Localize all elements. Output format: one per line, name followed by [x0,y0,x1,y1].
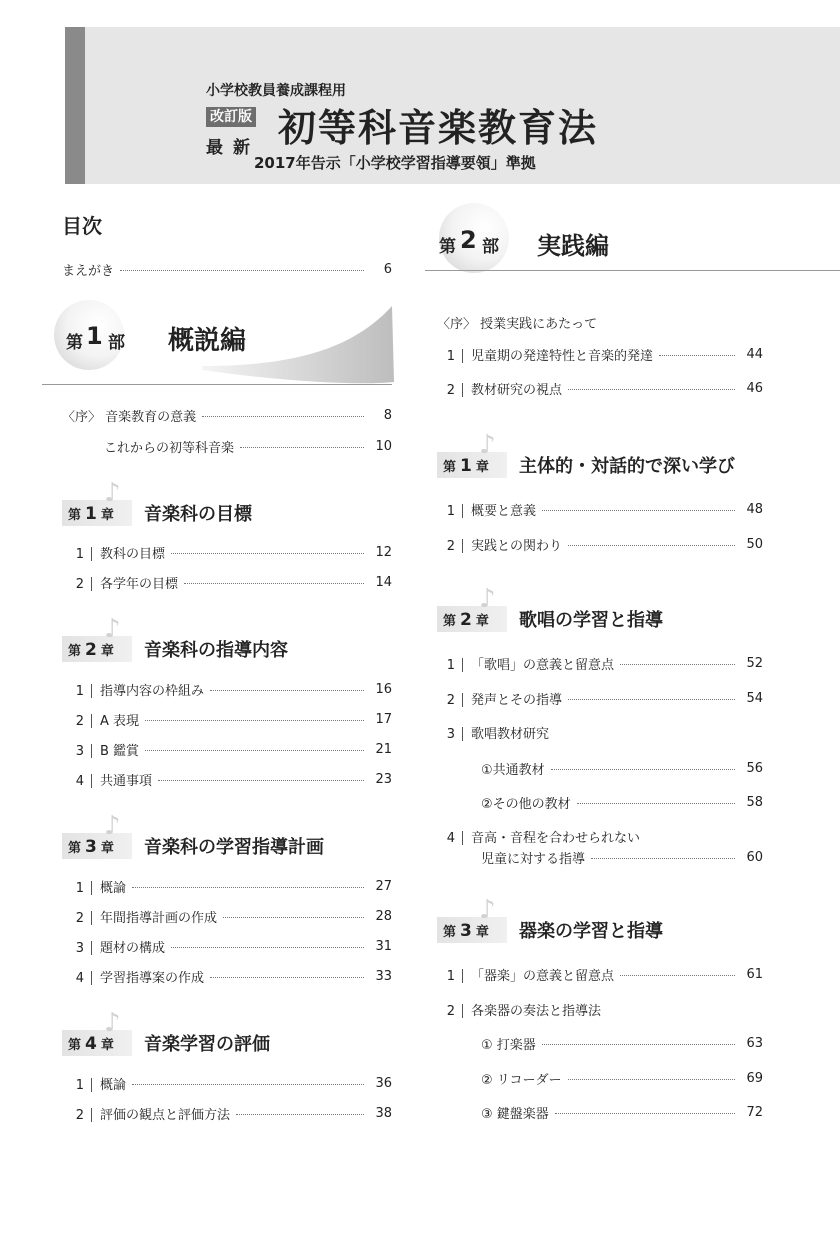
toc-entry[interactable] [437,344,763,364]
page-number: 72 [746,1104,763,1120]
toc-entry-label: 概論 [100,880,127,896]
toc-entry[interactable] [66,936,392,956]
toc-entry-label: 概要と意義 [471,503,537,519]
chapter-title: 音楽科の学習指導計画 [144,837,324,858]
leader-dots [223,917,364,918]
music-note-icon: ♪ [104,478,121,508]
toc-entry-preface[interactable] [62,259,392,279]
toc-entry-label: 学習指導案の作成 [100,970,205,986]
toc-entry-label: 概論 [100,1077,127,1093]
page-number: 60 [746,849,763,865]
toc-subentry[interactable] [481,1068,763,1088]
leader-dots [591,858,735,859]
toc-subentry[interactable] [481,1102,763,1122]
section-number: 1 [75,683,84,699]
chapter-heading [62,614,392,664]
leader-dots [568,1079,735,1080]
toc-entry-label: 教材研究の視点 [471,382,563,398]
page-number: 69 [746,1070,763,1086]
page-number: 8 [383,407,392,423]
toc-entry-label: ③ 鍵盤楽器 [481,1106,549,1122]
revised-edition-badge: 改訂版 [206,107,256,127]
part-prefix: 第 [439,237,456,257]
page-number: 28 [375,908,392,924]
divider [462,349,463,363]
divider [462,693,463,707]
divider [91,774,92,788]
chapter-label: 第 1 章 [68,504,114,524]
page-number: 36 [375,1075,392,1091]
divider [91,911,92,925]
page-number: 38 [375,1105,392,1121]
toc-entry-label: 「器楽」の意義と留意点 [471,968,615,984]
divider [462,727,463,741]
part-prefix: 第 [66,333,83,353]
section-number: 2 [75,910,84,926]
toc-entry-label: 共通事項 [100,773,153,789]
music-note-icon: ♪ [479,895,496,925]
part-2-heading [425,203,840,278]
leader-dots [202,416,364,417]
leader-dots [158,780,364,781]
divider [91,881,92,895]
page-number: 52 [746,655,763,671]
leader-dots [145,720,364,721]
page-number: 21 [375,741,392,757]
music-note-icon: ♪ [104,1008,121,1038]
toc-entry[interactable] [66,709,392,729]
section-number: 1 [75,546,84,562]
section-number: 2 [75,1107,84,1123]
leader-dots [132,887,364,888]
page-number: 56 [746,760,763,776]
intro-heading: 〈序〉 授業実践にあたって [437,317,598,332]
music-note-icon: ♪ [104,614,121,644]
toc-entry[interactable] [66,739,392,759]
divider [91,1078,92,1092]
toc-entry[interactable] [437,722,763,742]
section-number: 2 [446,1003,455,1019]
chapter-title: 音楽学習の評価 [144,1034,270,1055]
chapter-title: 主体的・対話的で深い学び [519,456,735,477]
music-note-icon: ♪ [479,584,496,614]
divider [462,1004,463,1018]
leader-dots [659,355,735,356]
toc-entry[interactable] [437,964,763,984]
chapter-heading [62,811,392,861]
leader-dots [542,510,735,511]
divider [462,383,463,397]
chapter-heading [62,1008,392,1058]
leader-dots [551,769,735,770]
section-number: 4 [75,773,84,789]
section-number: 1 [75,880,84,896]
toc-entry-label: B 鑑賞 [100,743,140,759]
leader-dots [210,690,364,691]
section-number: 2 [446,538,455,554]
part-number: 1 [86,322,103,350]
section-number: 3 [75,743,84,759]
page-number: 44 [746,346,763,362]
leader-dots [555,1113,735,1114]
page-number: 58 [746,794,763,810]
toc-entry[interactable] [437,653,763,673]
leader-dots [620,975,735,976]
page-number: 46 [746,380,763,396]
toc-entry-label: A 表現 [100,713,140,729]
part-underline [42,384,392,385]
page-number: 16 [375,681,392,697]
toc-entry[interactable] [66,966,392,986]
divider [91,971,92,985]
toc-entry[interactable] [437,534,763,554]
toc-entry[interactable] [66,1073,392,1093]
book-title: 初等科音楽教育法 [278,106,599,150]
section-number: 2 [75,576,84,592]
divider [91,714,92,728]
toc-entry-label: 指導内容の枠組み [100,683,205,699]
leader-dots [577,803,735,804]
leader-dots [568,699,735,700]
section-number: 1 [446,503,455,519]
divider [91,684,92,698]
page-number: 33 [375,968,392,984]
music-note-icon: ♪ [104,811,121,841]
toc-entry[interactable] [437,826,763,846]
page-number: 10 [375,438,392,454]
page-number: 17 [375,711,392,727]
section-number: 4 [446,830,455,846]
leader-dots [171,553,364,554]
toc-entry[interactable] [437,499,763,519]
toc-entry-label: 「歌唱」の意義と留意点 [471,657,615,673]
section-number: 2 [75,713,84,729]
toc-entry-label: 題材の構成 [100,940,166,956]
chapter-title: 歌唱の学習と指導 [519,610,663,631]
leader-dots [620,664,735,665]
toc-entry-label: 教科の目標 [100,546,166,562]
toc-entry-label: ②その他の教材 [481,796,571,812]
divider [462,831,463,845]
page-number: 61 [746,966,763,982]
divider [91,547,92,561]
toc-subentry[interactable] [481,1033,763,1053]
toc-entry[interactable] [66,572,392,592]
page-number: 63 [746,1035,763,1051]
leader-dots [120,270,364,271]
toc-entry-label: 各学年の目標 [100,576,179,592]
divider [91,1108,92,1122]
toc-entry-label: 年間指導計画の作成 [100,910,218,926]
toc-entry[interactable] [66,906,392,926]
section-number: 2 [446,382,455,398]
music-note-icon: ♪ [479,430,496,460]
part-suffix: 部 [108,333,125,353]
leader-dots [210,977,364,978]
divider [91,744,92,758]
section-number: 3 [446,726,455,742]
chapter-label: 第 2 章 [443,610,489,630]
toc-entry[interactable] [66,769,392,789]
divider [91,941,92,955]
part-underline [425,270,840,271]
page-number: 6 [383,261,392,277]
part-title: 概説編 [168,326,247,356]
toc-entry-label: 歌唱教材研究 [471,726,550,742]
divider [462,504,463,518]
toc-heading: 目次 [62,214,102,238]
toc-entry-label: 児童に対する指導 [481,851,586,867]
leader-dots [145,750,364,751]
section-number: 4 [75,970,84,986]
toc-entry-label: ② リコーダー [481,1072,562,1088]
page-number: 54 [746,690,763,706]
toc-entry[interactable] [62,405,392,425]
section-number: 3 [75,940,84,956]
leader-dots [240,447,364,448]
toc-entry-label: ①共通教材 [481,762,545,778]
chapter-label: 第 3 章 [68,837,114,857]
toc-entry-label: 児童期の発達特性と音楽的発達 [471,348,654,364]
chapter-heading [437,895,767,945]
toc-entry[interactable] [66,679,392,699]
toc-entry[interactable] [437,999,763,1019]
page-number: 14 [375,574,392,590]
book-subtitle: 2017年告示「小学校学習指導要領」準拠 [254,154,536,172]
chapter-heading [62,478,392,528]
part-title: 実践編 [537,232,609,260]
leader-dots [171,947,364,948]
chapter-label: 第 2 章 [68,640,114,660]
leader-dots [184,583,364,584]
series-label: 小学校教員養成課程用 [206,83,346,99]
toc-entry-label: 発声とその指導 [471,692,563,708]
page-number: 12 [375,544,392,560]
chapter-label: 第 3 章 [443,921,489,941]
divider [91,577,92,591]
banner-accent-bar [65,27,85,184]
chapter-title: 器楽の学習と指導 [519,921,663,942]
toc-entry-continuation[interactable] [481,847,763,867]
toc-entry[interactable] [437,688,763,708]
toc-entry-label: まえがき [62,263,115,279]
page-number: 48 [746,501,763,517]
toc-entry[interactable] [66,876,392,896]
part-1-heading [42,300,392,390]
section-number: 1 [75,1077,84,1093]
toc-entry-label: ① 打楽器 [481,1037,536,1053]
toc-subentry[interactable] [481,758,763,778]
toc-entry-label: 音高・音程を合わせられない [471,830,641,846]
page-number: 31 [375,938,392,954]
chapter-heading [437,584,767,634]
toc-entry-label: これからの初等科音楽 [104,440,235,456]
section-number: 1 [446,348,455,364]
part-suffix: 部 [482,237,499,257]
chapter-label: 第 1 章 [443,456,489,476]
chapter-title: 音楽科の目標 [144,504,252,525]
toc-entry[interactable] [104,436,392,456]
page-number: 50 [746,536,763,552]
leader-dots [236,1114,364,1115]
divider [462,539,463,553]
section-number: 2 [446,692,455,708]
toc-entry[interactable] [66,542,392,562]
chapter-title: 音楽科の指導内容 [144,640,288,661]
toc-entry-label: 〈序〉 音楽教育の意義 [62,409,197,425]
toc-entry-label: 実践との関わり [471,538,563,554]
divider [462,969,463,983]
toc-entry[interactable] [66,1103,392,1123]
toc-subentry[interactable] [481,792,763,812]
newest-label: 最新 [206,138,260,158]
toc-entry[interactable] [437,378,763,398]
divider [462,658,463,672]
page-number: 27 [375,878,392,894]
chapter-label: 第 4 章 [68,1034,114,1054]
section-number: 1 [446,968,455,984]
toc-entry-label: 評価の観点と評価方法 [100,1107,231,1123]
leader-dots [568,389,735,390]
page-number: 23 [375,771,392,787]
part-number: 2 [460,226,477,254]
chapter-heading [437,430,767,480]
leader-dots [132,1084,364,1085]
toc-entry-label: 各楽器の奏法と指導法 [471,1003,602,1019]
leader-dots [542,1044,735,1045]
leader-dots [568,545,735,546]
section-number: 1 [446,657,455,673]
